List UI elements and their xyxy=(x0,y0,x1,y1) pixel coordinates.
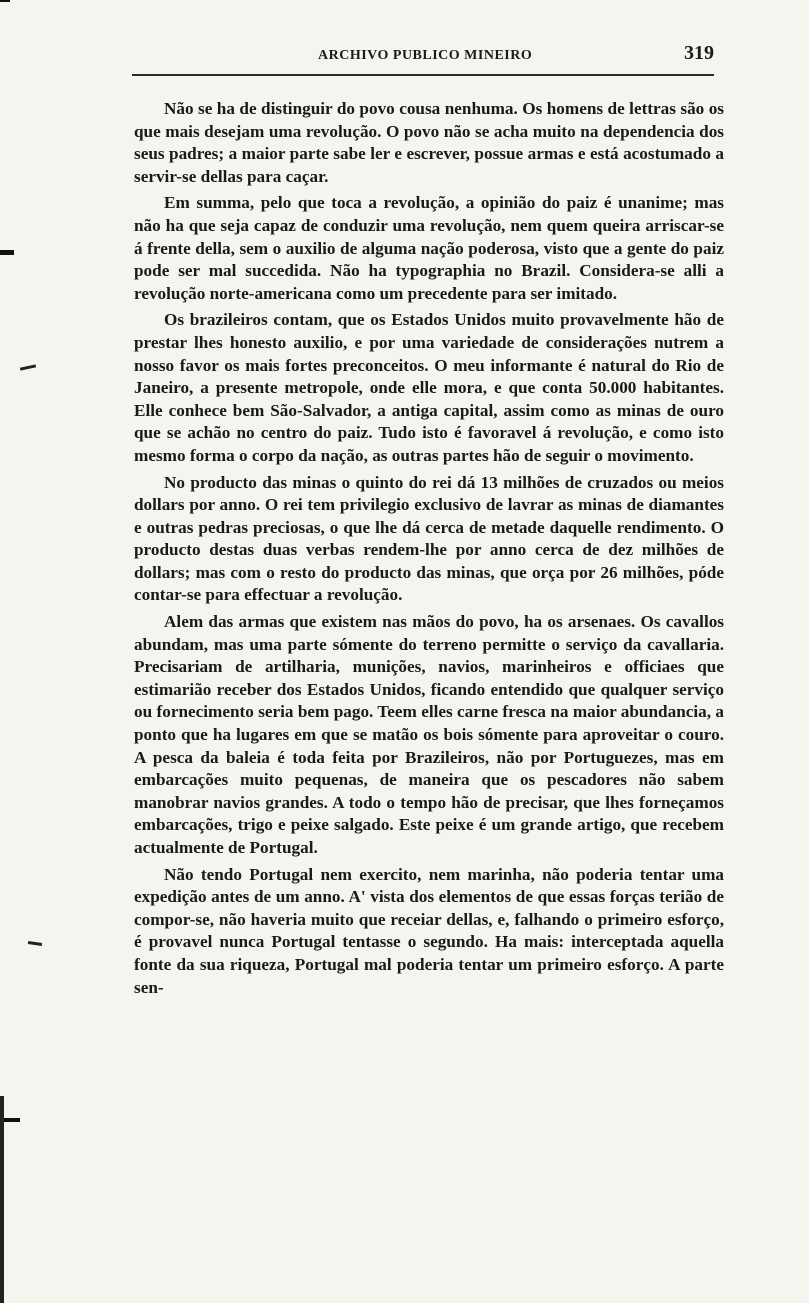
paragraph: Alem das armas que existem nas mãos do povo, ha os arsenaes. Os cavallos abundam, mas uma parte sómente do terreno permitte o serviço da cavallaria. Precisariam de artilharia, munições, navios, marinheiros e officiaes que estimarião receber dos Estados Unidos, ficando entendido que qualquer serviço ou fornecimento seria bem pago. Teem elles carne fresca na maior abundancia, a ponto que ha lugares em que se matão os bois sómente para aproveitar o couro. A pesca da baleia é toda feita por Brazileiros, não por Portuguezes, mas em embarcações muito pequenas, de maneira que os pescadores não sabem manobrar navios grandes. A todo o tempo hão de precisar, que lhes forneçamos embarcações, trigo e peixe salgado. Este peixe é um grande artigo, que recebem actualmente de Portugal. xyxy=(134,612,724,857)
margin-mark xyxy=(0,1096,4,1303)
header-title: ARCHIVO PUBLICO MINEIRO xyxy=(318,48,533,63)
margin-mark xyxy=(20,364,36,370)
paragraph: Os brazileiros contam, que os Estados Unidos muito provavelmente hão de prestar lhes honesto auxilio, e por uma variedade de considerações nutrem a nosso favor os mais fortes preconceitos. O meu informante é natural do Rio de Janeiro, a presente metropole, onde elle mora, e que conta 50.000 habitantes. Elle conhece bem São-Salvador, a antiga capital, assim como as minas de ouro que se achão no centro do paiz. Tudo isto é favoravel á revolução, e como isto mesmo forma o corpo da nação, as outras partes hão de seguir o movimento. xyxy=(134,310,724,465)
scan-edge-mark xyxy=(0,0,10,2)
document-body xyxy=(134,98,724,1003)
page-number: 319 xyxy=(684,42,714,64)
paragraph: Não tendo Portugal nem exercito, nem marinha, não poderia tentar uma expedição antes de um anno. A' vista dos elementos de que essas forças terião de compor-se, não haveria muito que receiar dellas, e, falhando o primeiro esforço, é provavel nunca Portugal tentasse o segundo. Ha mais: interceptada aquella fonte da sua riqueza, Portugal mal poderia tentar um primeiro esforço. A parte sen- xyxy=(134,864,724,997)
paragraph: Em summa, pelo que toca a revolução, a opinião do paiz é unanime; mas não ha que seja capaz de conduzir uma revolução, nem quem queira arriscar-se á frente della, sem o auxilio de alguma nação poderosa, visto que a gente do paiz pode ser mal succedida. Não ha typographia no Brazil. Considera-se alli a revolução norte-americana como um precedente para ser imitado. xyxy=(134,193,724,303)
margin-mark xyxy=(28,941,42,946)
page-header xyxy=(132,40,714,76)
paragraph: Não se ha de distinguir do povo cousa nenhuma. Os homens de lettras são os que mais desejam uma revolução. O povo não se acha muito na dependencia dos seus padres; a maior parte sabe ler e escrever, possue armas e está acostumado a servir-se dellas para caçar. xyxy=(134,99,724,186)
paragraph: No producto das minas o quinto do rei dá 13 milhões de cruzados ou meios dollars por anno. O rei tem privilegio exclusivo de lavrar as minas de diamantes e outras pedras preciosas, o que lhe dá cerca de metade daquelle rendimento. O producto destas duas verbas rendem-lhe por anno cerca de dez milhões de dollars; mas com o resto do producto das minas, que orça por 26 milhões, póde contar-se para effectuar a revolução. xyxy=(134,472,724,605)
scan-edge-mark xyxy=(0,250,14,255)
